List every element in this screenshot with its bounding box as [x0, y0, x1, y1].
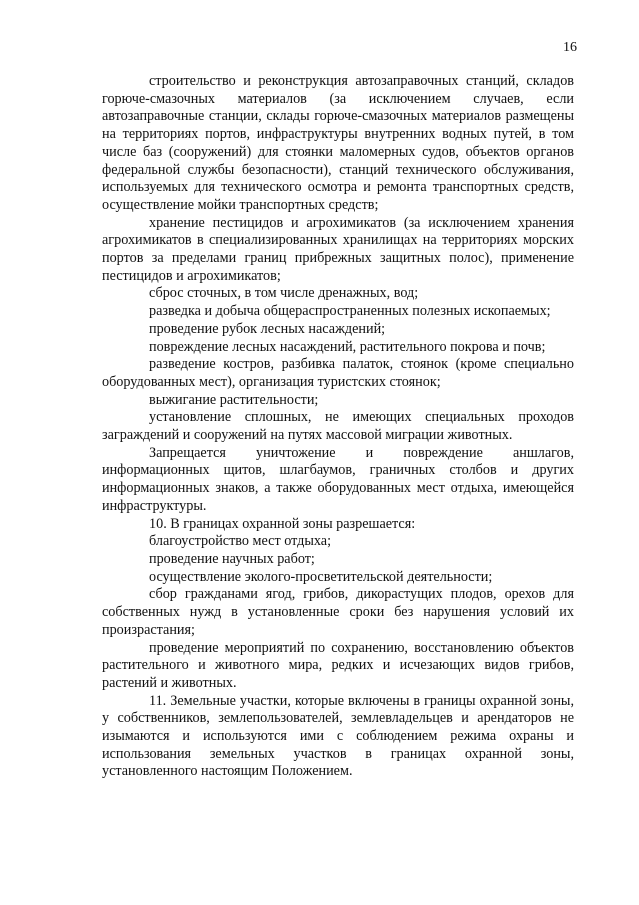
page-number: 16: [563, 40, 577, 55]
paragraph: осуществление эколого-просветительской деятельности;: [149, 568, 493, 585]
paragraph: хранение пестицидов и агрохимикатов (за исключением хранения агрохимикатов в специализированных хранилищах на территориях морских портов за пределами границ прибрежных защитных полос), применение пестицидов и агрохимикатов;: [102, 214, 574, 284]
paragraph: благоустройство мест отдыха;: [149, 533, 332, 550]
paragraph: выжигание растительности;: [149, 391, 319, 408]
paragraph: Запрещается уничтожение и повреждение аншлагов, информационных щитов, шлагбаумов, граничных столбов и других информационных знаков, а также оборудованных мест отдыха, имеющейся инфраструктуры.: [102, 444, 574, 514]
paragraph: разведка и добыча общераспространенных полезных ископаемых;: [149, 303, 551, 320]
paragraph: проведение научных работ;: [149, 550, 315, 567]
paragraph: разведение костров, разбивка палаток, стоянок (кроме специально оборудованных мест), организация туристских стоянок;: [102, 356, 574, 390]
paragraph: проведение мероприятий по сохранению, восстановлению объектов растительного и животного мира, редких и исчезающих видов грибов, растений и животных.: [102, 639, 574, 691]
paragraph: сбор гражданами ягод, грибов, дикорастущих плодов, орехов для собственных нужд в установленные сроки без нарушения условий их произрастания;: [102, 586, 574, 638]
paragraph: проведение рубок лесных насаждений;: [149, 320, 386, 337]
paragraph: сброс сточных, в том числе дренажных, вод;: [149, 285, 419, 302]
paragraph: установление сплошных, не имеющих специальных проходов заграждений и сооружений на путях массовой миграции животных.: [102, 409, 574, 444]
body-text: [102, 73, 574, 781]
paragraph: 10. В границах охранной зоны разрешается:: [149, 515, 416, 532]
paragraph: строительство и реконструкция автозаправочных станций, складов горюче-смазочных материалов (за исключением случаев, если автозаправочные станции, склады горюче-смазочных материалов размещены на территориях портов, инфраструктуры внутренних водных путей, в том числе баз (сооружений) для стоянки маломерных судов, объектов органов федеральной службы безопасности), станций технического обслуживания, используемых для технического осмотра и ремонта транспортных средств, осуществление мойки транспортных средств;: [102, 73, 574, 213]
paragraph: повреждение лесных насаждений, растительного покрова и почв;: [149, 338, 546, 355]
paragraph: 11. Земельные участки, которые включены в границы охранной зоны, у собственников, землепользователей, землевладельцев и арендаторов не изымаются и используются ими с соблюдением режима охраны и использования земельных участков в границах охранной зоны, установленного настоящим Положением.: [102, 692, 574, 780]
